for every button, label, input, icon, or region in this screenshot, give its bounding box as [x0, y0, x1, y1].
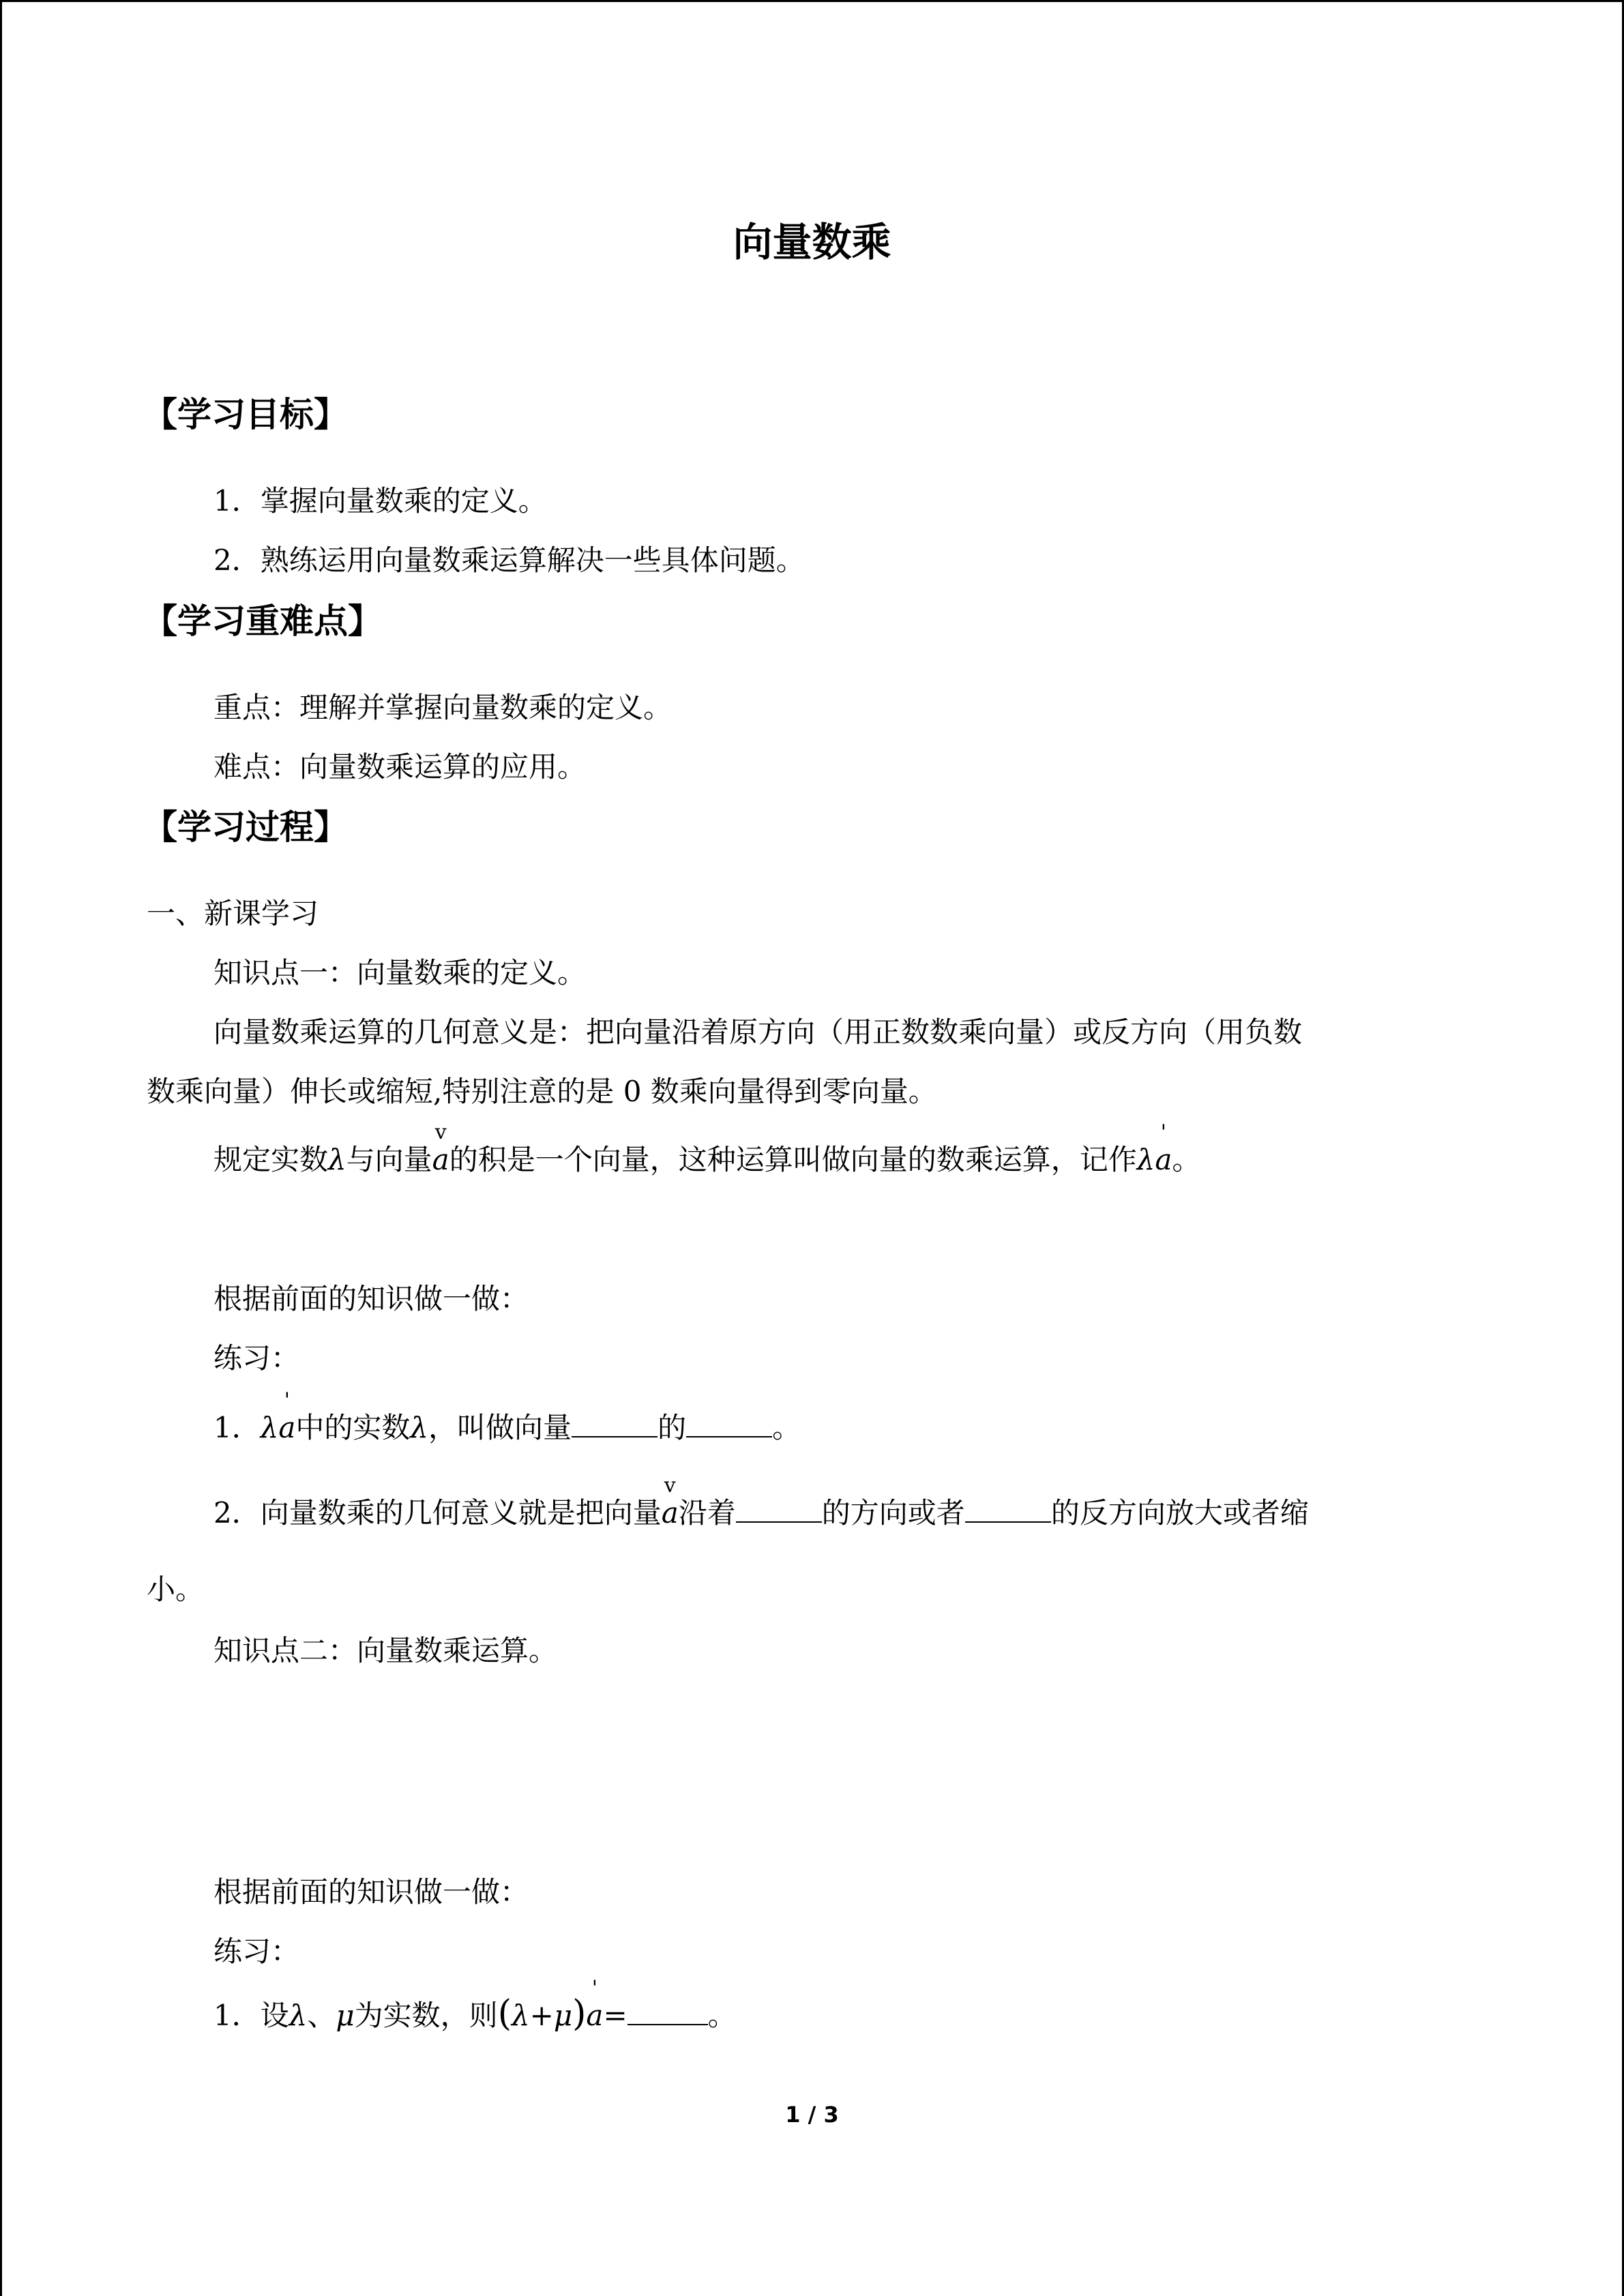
- def-text-1: 规定实数: [213, 1143, 329, 1176]
- meaning-line-1: 向量数乘运算的几何意义是：把向量沿着原方向（用正数数乘向量）或反方向（用负数: [213, 1015, 1303, 1049]
- page-number: 1 / 3: [785, 2102, 839, 2128]
- vector-mark-tick: ': [1160, 1120, 1166, 1144]
- section-title: 一、新课学习: [147, 897, 319, 930]
- practice-intro-1: 根据前面的知识做一做：: [213, 1282, 529, 1315]
- goal-item-1: 1．掌握向量数乘的定义。: [213, 484, 547, 518]
- blank-field: [572, 1413, 658, 1437]
- vector-a: ' a: [1155, 1120, 1172, 1176]
- difficulty-point: 难点：向量数乘运算的应用。: [213, 750, 587, 784]
- question-1: 1．λ ' a中的实数λ，叫做向量 的 。: [213, 1388, 801, 1444]
- vector-a: ' a: [586, 1976, 604, 2032]
- blank-field: [686, 1413, 772, 1437]
- blank-field: [965, 1498, 1051, 1523]
- goal-item-2: 2．熟练运用向量数乘运算解决一些具体问题。: [213, 543, 805, 577]
- def-text-2: 与向量: [346, 1143, 432, 1176]
- question-2-continued: 小。: [147, 1572, 205, 1606]
- vector-mark-v: v: [434, 1120, 447, 1144]
- lambda-symbol: λ: [260, 1411, 279, 1444]
- heading-key-points: 【学习重难点】: [143, 601, 382, 641]
- blank-field: [736, 1498, 822, 1523]
- practice-2-question-1: 1．设λ、μ为实数，则(λ+μ) ' a= 。: [213, 1976, 737, 2034]
- vector-mark-tick: ': [591, 1976, 598, 2000]
- lambda-symbol: λ: [328, 1143, 346, 1176]
- focus-point: 重点：理解并掌握向量数乘的定义。: [213, 691, 673, 724]
- vector-a: v a: [661, 1474, 679, 1530]
- practice-label-2: 练习：: [213, 1935, 300, 1968]
- vector-a: v a: [432, 1120, 449, 1176]
- practice-label-1: 练习：: [213, 1341, 300, 1375]
- page-title: 向量数乘: [733, 219, 891, 265]
- vector-a: ' a: [278, 1388, 296, 1444]
- page-border-left: [0, 0, 2, 2296]
- lambda-symbol: λ: [410, 1411, 429, 1444]
- lambda-symbol: λ: [511, 1999, 530, 2032]
- page-border-top: [0, 0, 1624, 2]
- question-2: 2．向量数乘的几何意义就是把向量 v a沿着 的方向或者 的反方向放大或者缩: [213, 1474, 1309, 1530]
- knowledge-point-1: 知识点一：向量数乘的定义。: [213, 956, 587, 989]
- heading-goals: 【学习目标】: [143, 395, 348, 434]
- mu-symbol: μ: [553, 1999, 573, 2032]
- vector-mark-tick: ': [284, 1388, 290, 1412]
- blank-field: [628, 2001, 708, 2025]
- meaning-line-2: 数乘向量）伸长或缩短,特别注意的是 0 数乘向量得到零向量。: [147, 1075, 937, 1108]
- definition-line: [213, 1120, 1201, 1178]
- vector-mark-v: v: [664, 1474, 676, 1497]
- heading-process: 【学习过程】: [143, 807, 348, 847]
- def-text-4: 。: [1172, 1143, 1201, 1176]
- def-text-3: 的积是一个向量，这种运算叫做向量的数乘运算，记作: [449, 1143, 1137, 1176]
- knowledge-point-2: 知识点二：向量数乘运算。: [213, 1634, 558, 1667]
- lambda-symbol: λ: [289, 1999, 308, 2032]
- mu-symbol: μ: [336, 1999, 355, 2032]
- practice-intro-2: 根据前面的知识做一做：: [213, 1875, 529, 1909]
- lambda-symbol: λ: [1136, 1143, 1155, 1176]
